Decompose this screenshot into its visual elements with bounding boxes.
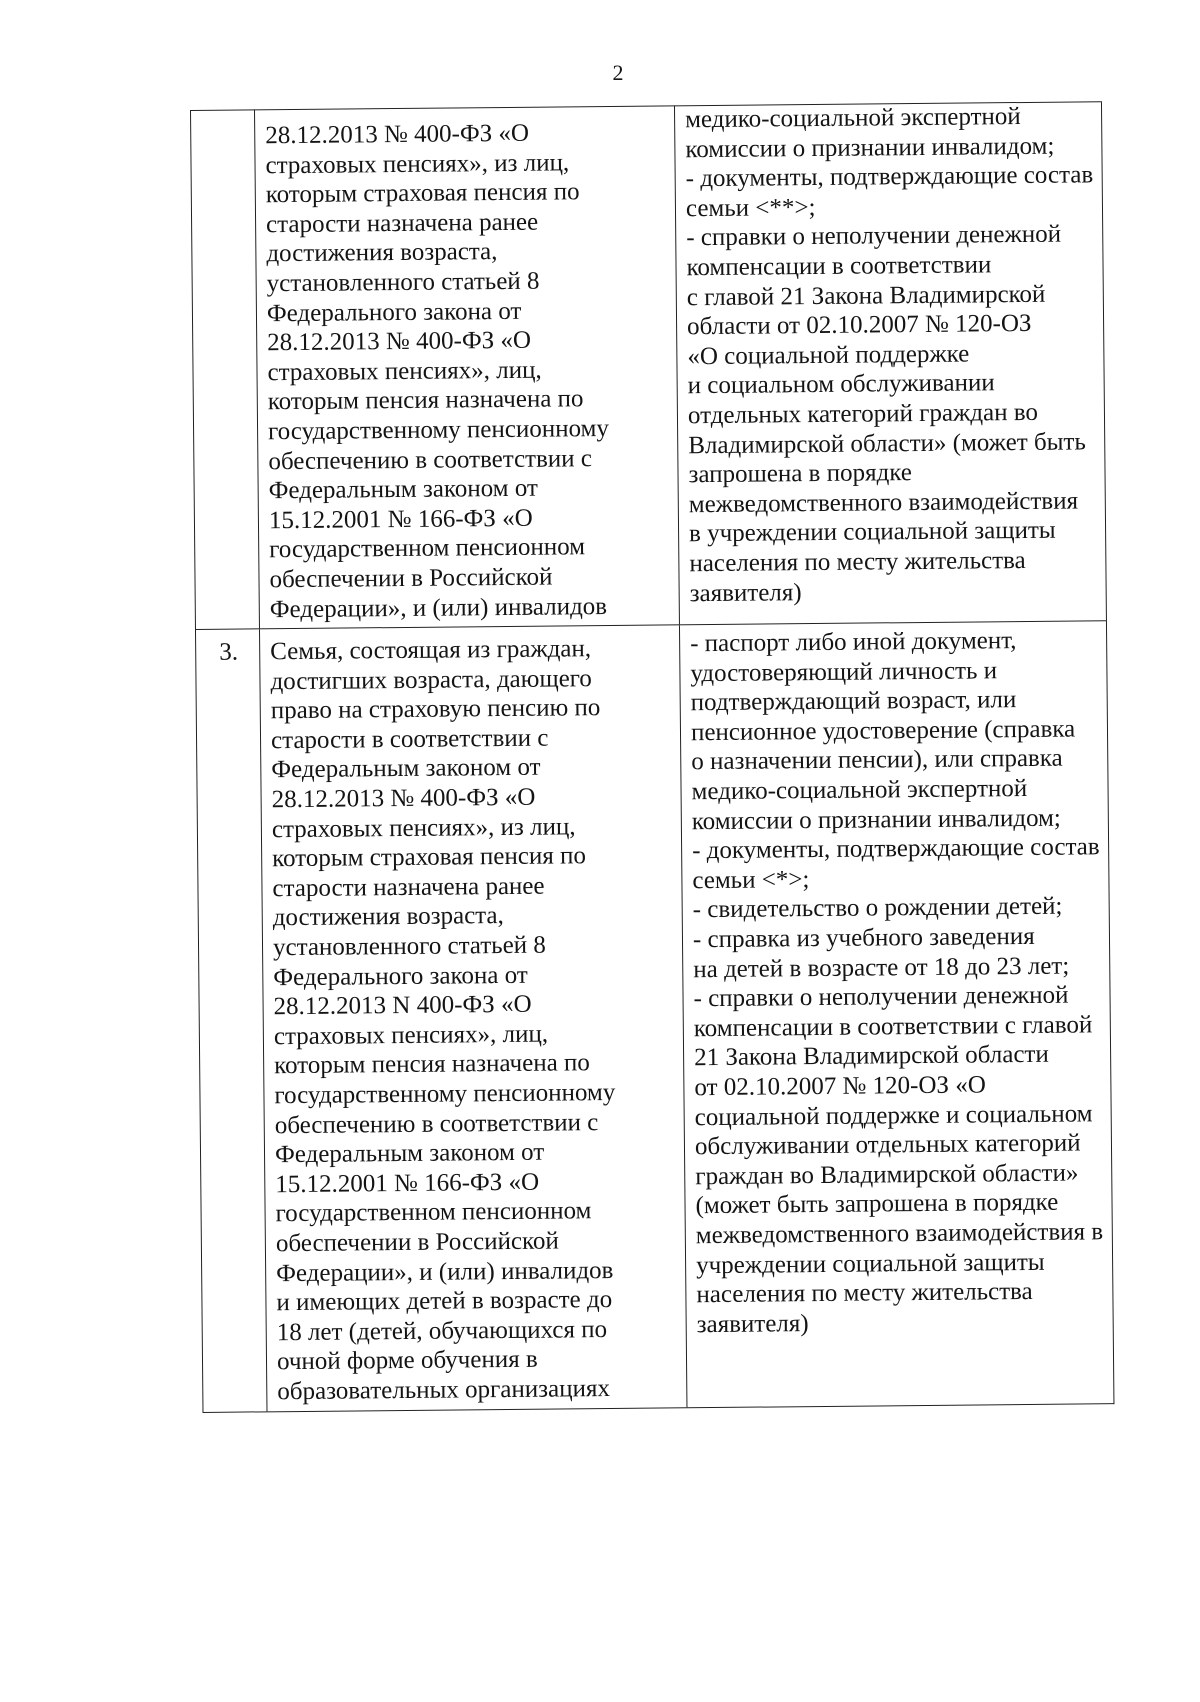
text-line: заявителя) — [689, 578, 802, 607]
text-line: Федеральным законом от — [274, 1138, 545, 1169]
text-line: - справки о неполучении денежной — [693, 981, 1069, 1013]
text-line: компенсации в соответствии с главой — [693, 1011, 1093, 1043]
category-cell — [260, 625, 687, 1410]
text-line: отдельных категорий граждан во — [687, 398, 1039, 430]
text-line: и имеющих детей в возрасте до — [276, 1286, 613, 1317]
text-line: учреждении социальной защиты — [695, 1248, 1045, 1279]
text-line: - документы, подтверждающие состав — [685, 161, 1094, 193]
text-line: 15.12.2001 № 166-ФЗ «О — [268, 504, 533, 534]
text-line: медико-социальной экспертной — [684, 103, 1021, 134]
text-line: обеспечению в соответствии с — [274, 1108, 599, 1139]
documents-cell — [680, 621, 1111, 1406]
text-line: очной форме обучения в — [276, 1346, 538, 1376]
text-line: обеспечении в Российской — [275, 1227, 559, 1258]
text-line: Семья, состоящая из граждан, — [270, 635, 592, 666]
text-line: государственном пенсионном — [269, 533, 586, 564]
text-line: области от 02.10.2007 № 120-ОЗ — [686, 310, 1032, 341]
table-row-continued — [191, 101, 1106, 629]
text-line: «О социальной поддержке — [687, 340, 970, 370]
text-line: Федеральным законом от — [268, 474, 538, 505]
text-line: образовательных организациях — [277, 1374, 611, 1406]
text-line: комиссии о признании инвалидом; — [685, 132, 1055, 163]
category-cell — [255, 105, 680, 628]
row-number-cell — [191, 109, 260, 629]
text-line: семьи <**>; — [685, 193, 816, 223]
text-line: которым пенсия назначена по — [267, 385, 584, 416]
text-line: государственному пенсионному — [267, 414, 610, 446]
text-line: компенсации в соответствии — [686, 251, 992, 282]
text-line: право на страховую пенсию по — [270, 694, 601, 725]
text-line: старости назначена ранее — [272, 872, 545, 903]
text-line: граждан во Владимирской области» — [695, 1159, 1079, 1190]
text-line: на детей в возрасте от 18 до 23 лет; — [693, 952, 1070, 983]
text-line: подтверждающий возраст, или — [690, 686, 1017, 717]
text-line: которым страховая пенсия по — [265, 178, 580, 209]
page-number: 2 — [612, 60, 624, 85]
text-line: (может быть запрошена в порядке — [695, 1189, 1059, 1220]
text-line: 28.12.2013 N 400-ФЗ «О — [273, 990, 532, 1021]
text-line: Федеральным законом от — [271, 754, 541, 784]
text-line: населения по месту жительства — [696, 1278, 1033, 1309]
text-line: - свидетельство о рождении детей; — [692, 893, 1063, 924]
text-line: с главой 21 Закона Владимирской — [686, 280, 1046, 311]
text-line: медико-социальной экспертной — [691, 775, 1028, 806]
text-line: 15.12.2001 № 166-ФЗ «О — [275, 1168, 540, 1199]
text-line: государственном пенсионном — [275, 1197, 592, 1228]
text-line: достижения возраста, — [266, 238, 498, 268]
text-line: - паспорт либо иной документ, — [690, 627, 1017, 658]
text-line: страховых пенсиях», из лиц, — [265, 148, 570, 179]
text-line: пенсионное удостоверение (справка — [690, 715, 1076, 747]
text-line: комиссии о признании инвалидом; — [691, 804, 1061, 835]
text-line: - документы, подтверждающие состав — [692, 833, 1100, 865]
text-line: которым пенсия назначена по — [274, 1049, 590, 1080]
text-line: достигших возраста, дающего — [270, 664, 592, 695]
text-line: Федерального закона от — [266, 297, 522, 327]
text-line: установленного статьей 8 — [266, 267, 540, 298]
text-line: страховых пенсиях», лиц, — [267, 356, 542, 387]
text-line: о назначении пенсии), или справка — [691, 745, 1063, 776]
text-line: достижения возраста, — [272, 902, 504, 932]
text-line: 28.12.2013 № 400-ФЗ «О — [265, 119, 530, 150]
benefits-table — [190, 101, 1114, 1412]
text-line: - справка из учебного заведения — [692, 922, 1035, 954]
text-line: обеспечении в Российской — [269, 563, 553, 594]
text-line: Владимирской области» (может быть — [688, 427, 1086, 459]
text-line: от 02.10.2007 № 120-ОЗ «О — [694, 1071, 986, 1102]
text-line: 28.12.2013 № 400-ФЗ «О — [267, 326, 532, 357]
text-line: Федерации», и (или) инвалидов — [276, 1256, 614, 1287]
text-line: населения по месту жительства — [689, 546, 1026, 578]
text-line: страховых пенсиях», из лиц, — [271, 812, 576, 843]
text-line: 18 лет (детей, обучающихся по — [276, 1315, 608, 1346]
text-line: заявителя) — [696, 1309, 809, 1338]
text-line: Федерального закона от — [273, 961, 528, 991]
text-line: удостоверяющий личность и — [690, 656, 998, 687]
text-line: - справки о неполучении денежной — [686, 221, 1062, 252]
text-line: межведомственного взаимодействия в — [695, 1218, 1104, 1250]
text-line: старости в соответствии с — [270, 724, 549, 755]
text-line: Федерации», и (или) инвалидов — [269, 592, 608, 623]
documents-cell — [675, 101, 1104, 624]
text-line: социальной поддержке и социальном — [694, 1099, 1093, 1131]
text-line: страховых пенсиях», лиц, — [273, 1020, 549, 1051]
text-line: обеспечению в соответствии с — [268, 444, 593, 475]
text-line: 21 Закона Владимирской области — [693, 1041, 1049, 1072]
text-line: обслуживании отдельных категорий — [694, 1129, 1081, 1161]
text-line: запрошена в порядке — [688, 459, 913, 489]
table-row-3 — [196, 620, 1113, 1411]
text-line: старости назначена ранее — [265, 208, 539, 239]
text-line: установленного статьей 8 — [272, 931, 546, 962]
text-line: межведомственного взаимодействия — [688, 487, 1079, 518]
text-line: 28.12.2013 № 400-ФЗ «О — [271, 783, 536, 814]
text-line: государственному пенсионному — [274, 1078, 616, 1110]
text-line: в учреждении социальной защиты — [688, 517, 1056, 548]
text-line: которым страховая пенсия по — [272, 842, 587, 873]
row-number-cell: 3. — [196, 629, 267, 1411]
text-line: семьи <*>; — [692, 865, 810, 895]
text-line: и социальном обслуживании — [687, 369, 995, 400]
